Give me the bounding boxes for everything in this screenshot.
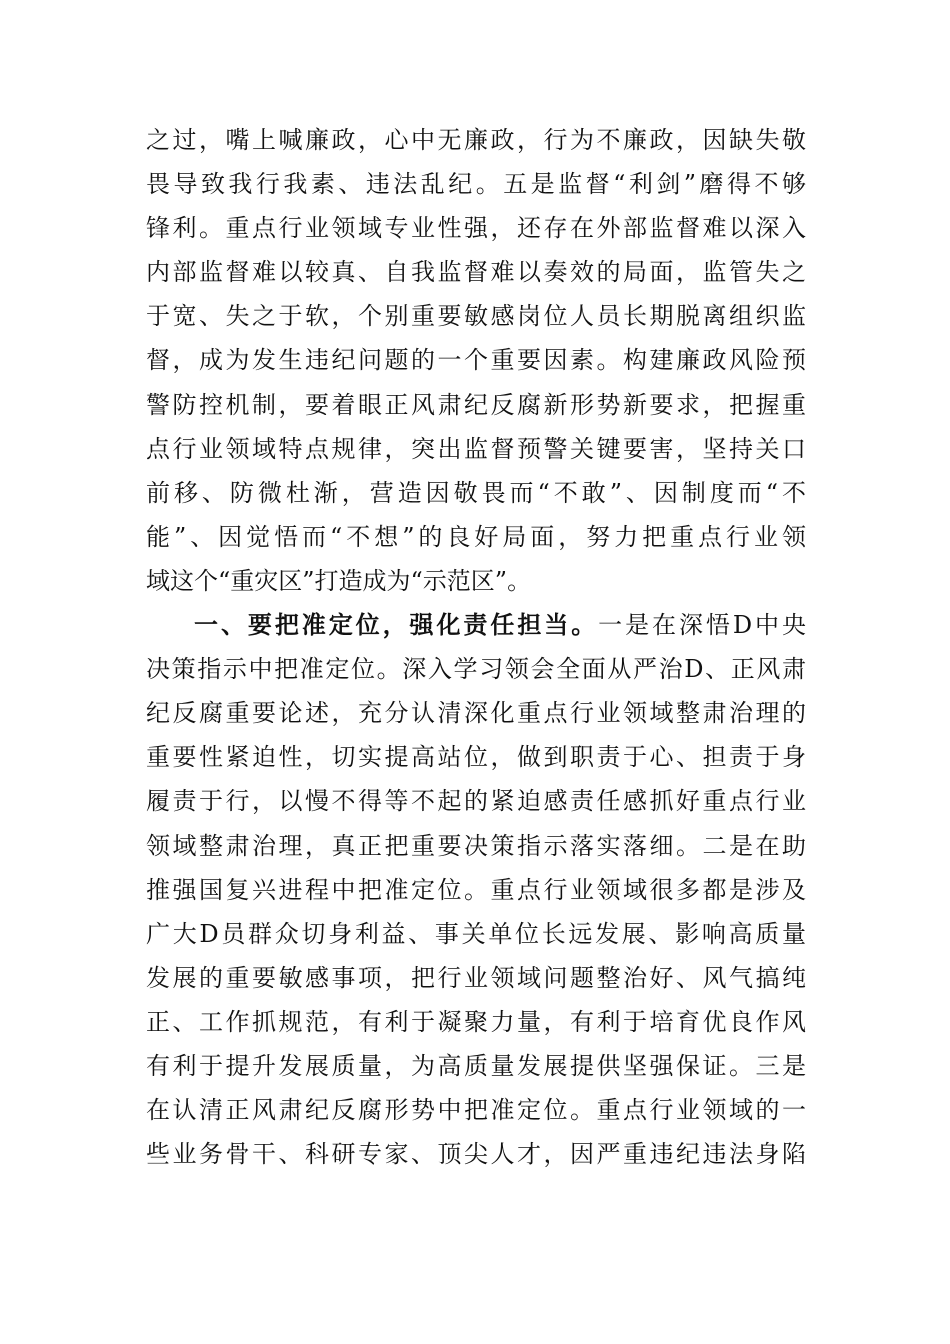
heading-line-rest: 一是在深悟D中央 xyxy=(598,611,806,640)
text-line: 内部监督难以较真、自我监督难以奏效的局面，监管失之 xyxy=(146,258,806,287)
text-line: 决策指示中把准定位。深入学习领会全面从严治D、正风肃 xyxy=(146,655,806,684)
document-body xyxy=(146,118,806,1176)
text-line xyxy=(146,603,806,647)
text-line: 域这个“重灾区”打造成为“示范区”。 xyxy=(146,566,532,595)
text-line: 警防控机制，要着眼正风肃纪反腐新形势新要求，把握重 xyxy=(146,390,806,419)
text-line: 前移、防微杜渐，营造因敬畏而“不敢”、因制度而“不 xyxy=(146,478,806,507)
text-line: 些业务骨干、科研专家、顶尖人才，因严重违纪违法身陷 xyxy=(146,1140,806,1169)
text-line: 正、工作抓规范，有利于凝聚力量，有利于培育优良作风 xyxy=(146,1007,806,1036)
section-heading: 一、要把准定位，强化责任担当。 xyxy=(194,611,599,640)
text-line: 锋利。重点行业领域专业性强，还存在外部监督难以深入 xyxy=(146,214,806,243)
text-line: 畏导致我行我素、违法乱纪。五是监督“利剑”磨得不够 xyxy=(146,170,806,199)
paragraph-1 xyxy=(146,118,806,603)
text-line: 有利于提升发展质量，为高质量发展提供坚强保证。三是 xyxy=(146,1051,806,1080)
text-line: 督，成为发生违纪问题的一个重要因素。构建廉政风险预 xyxy=(146,346,806,375)
text-line: 之过，嘴上喊廉政，心中无廉政，行为不廉政，因缺失敬 xyxy=(146,126,806,154)
text-line: 纪反腐重要论述，充分认清深化重点行业领域整肃治理的 xyxy=(146,699,806,728)
text-line: 于宽、失之于软，个别重要敏感岗位人员长期脱离组织监 xyxy=(146,302,806,331)
text-line: 推强国复兴进程中把准定位。重点行业领域很多都是涉及 xyxy=(146,875,806,904)
text-line: 重要性紧迫性，切实提高站位，做到职责于心、担责于身 xyxy=(146,743,806,772)
text-line: 能”、因觉悟而“不想”的良好局面，努力把重点行业领 xyxy=(146,522,806,551)
text-line: 履责于行，以慢不得等不起的紧迫感责任感抓好重点行业 xyxy=(146,787,806,816)
text-line: 发展的重要敏感事项，把行业领域问题整治好、风气搞纯 xyxy=(146,963,806,992)
text-line: 点行业领域特点规律，突出监督预警关键要害，坚持关口 xyxy=(146,434,806,463)
text-line: 领域整肃治理，真正把重要决策指示落实落细。二是在助 xyxy=(146,831,806,860)
text-line: 在认清正风肃纪反腐形势中把准定位。重点行业领域的一 xyxy=(146,1096,806,1125)
paragraph-2 xyxy=(146,603,806,1176)
text-line: 广大D员群众切身利益、事关单位长远发展、影响高质量 xyxy=(146,919,806,948)
